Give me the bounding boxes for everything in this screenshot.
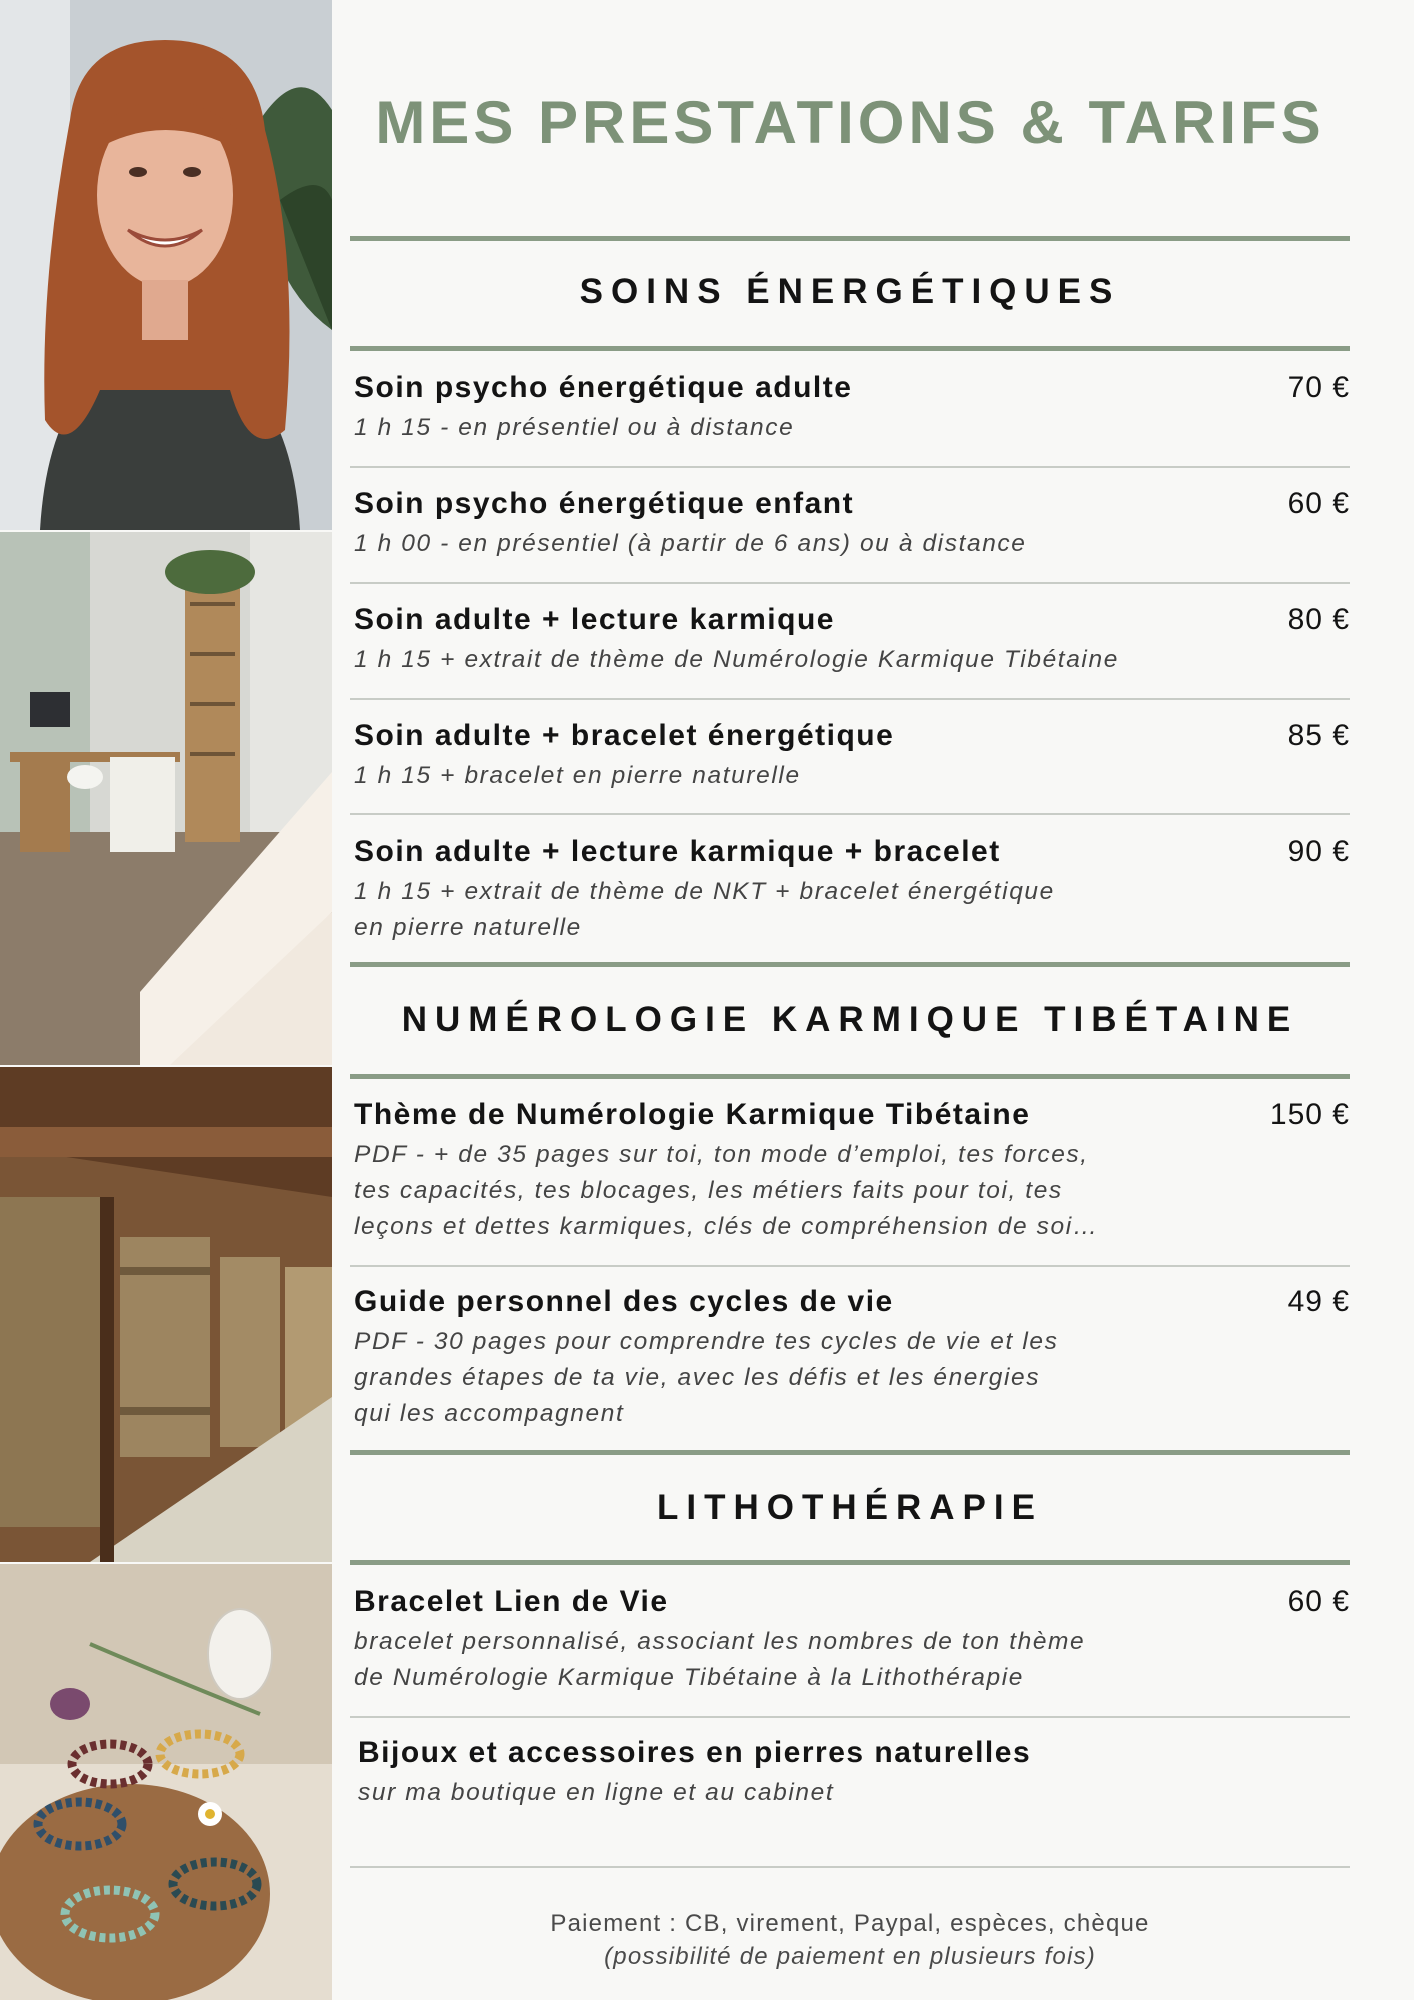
divider <box>350 962 1350 967</box>
service-name: Soin psycho énergétique adulte <box>354 371 853 404</box>
service-description: 1 h 15 + extrait de thème de Numérologie Karmique Tibétaine <box>354 646 1119 673</box>
service-description: 1 h 00 - en présentiel (à partir de 6 ans) ou à distance <box>354 530 1027 557</box>
divider <box>350 1074 1350 1079</box>
service-price: 85 € <box>1287 719 1350 752</box>
divider <box>350 1866 1350 1868</box>
divider <box>350 1450 1350 1455</box>
service-description: PDF - + de 35 pages sur toi, ton mode d’emploi, tes forces, tes capacités, tes blocages, les métiers faits pour toi, tes leçons et dettes karmiques, clés de compréhension de soi… <box>354 1141 1099 1240</box>
service-name: Soin adulte + lecture karmique + bracelet <box>354 835 1001 868</box>
service-description: 1 h 15 + bracelet en pierre naturelle <box>354 762 801 789</box>
service-description: PDF - 30 pages pour comprendre tes cycles de vie et les grandes étapes de ta vie, avec les défis et les énergies qui les accompagnent <box>354 1328 1059 1427</box>
service-name: Thème de Numérologie Karmique Tibétaine <box>354 1098 1031 1131</box>
photo-column <box>0 0 332 2000</box>
service-price: 60 € <box>1287 487 1350 520</box>
section-title-soins: SOINS ÉNERGÉTIQUES <box>579 272 1121 311</box>
service-name: Bracelet Lien de Vie <box>354 1585 669 1618</box>
service-name: Bijoux et accessoires en pierres naturelles <box>358 1736 1032 1769</box>
prayer-wheels-photo <box>0 1067 332 1562</box>
divider <box>350 1716 1350 1718</box>
divider <box>350 1265 1350 1267</box>
service-name: Guide personnel des cycles de vie <box>354 1285 894 1318</box>
service-price: 60 € <box>1287 1585 1350 1618</box>
divider <box>350 236 1350 241</box>
service-price: 90 € <box>1287 835 1350 868</box>
section-title-lithotherapie: LITHOTHÉRAPIE <box>657 1488 1043 1527</box>
service-item <box>354 1097 1350 1245</box>
service-item <box>358 1735 1354 1811</box>
service-name: Soin adulte + bracelet énergétique <box>354 719 895 752</box>
portrait-photo <box>0 0 332 530</box>
service-name: Soin psycho énergétique enfant <box>354 487 855 520</box>
service-price: 70 € <box>1287 371 1350 404</box>
section-title-numerologie: NUMÉROLOGIE KARMIQUE TIBÉTAINE <box>401 1000 1299 1039</box>
payment-methods: Paiement : CB, virement, Paypal, espèces, chèque <box>550 1910 1150 1937</box>
service-description: 1 h 15 + extrait de thème de NKT + bracelet énergétique en pierre naturelle <box>354 878 1055 941</box>
service-price: 80 € <box>1287 603 1350 636</box>
service-item <box>354 370 1350 446</box>
service-description: 1 h 15 - en présentiel ou à distance <box>354 414 795 441</box>
service-item <box>354 602 1350 678</box>
service-item <box>354 718 1350 794</box>
divider <box>350 1560 1350 1565</box>
divider <box>350 466 1350 468</box>
service-item <box>354 486 1350 562</box>
divider <box>350 346 1350 351</box>
service-item <box>354 1284 1350 1432</box>
cabinet-room-photo <box>0 532 332 1065</box>
service-item <box>354 834 1350 946</box>
service-name: Soin adulte + lecture karmique <box>354 603 835 636</box>
divider <box>350 582 1350 584</box>
payment-note: (possibilité de paiement en plusieurs fois) <box>604 1943 1096 1970</box>
service-price: 49 € <box>1287 1285 1350 1318</box>
page-title: MES PRESTATIONS & TARIFS <box>375 89 1325 156</box>
service-description: bracelet personnalisé, associant les nombres de ton thème de Numérologie Karmique Tibétaine à la Lithothérapie <box>354 1628 1086 1691</box>
divider <box>350 698 1350 700</box>
service-price: 150 € <box>1269 1098 1350 1131</box>
service-item <box>354 1584 1350 1696</box>
bracelets-photo <box>0 1564 332 2000</box>
divider <box>350 813 1350 815</box>
service-description: sur ma boutique en ligne et au cabinet <box>358 1779 835 1806</box>
payment-info <box>350 1907 1350 1973</box>
